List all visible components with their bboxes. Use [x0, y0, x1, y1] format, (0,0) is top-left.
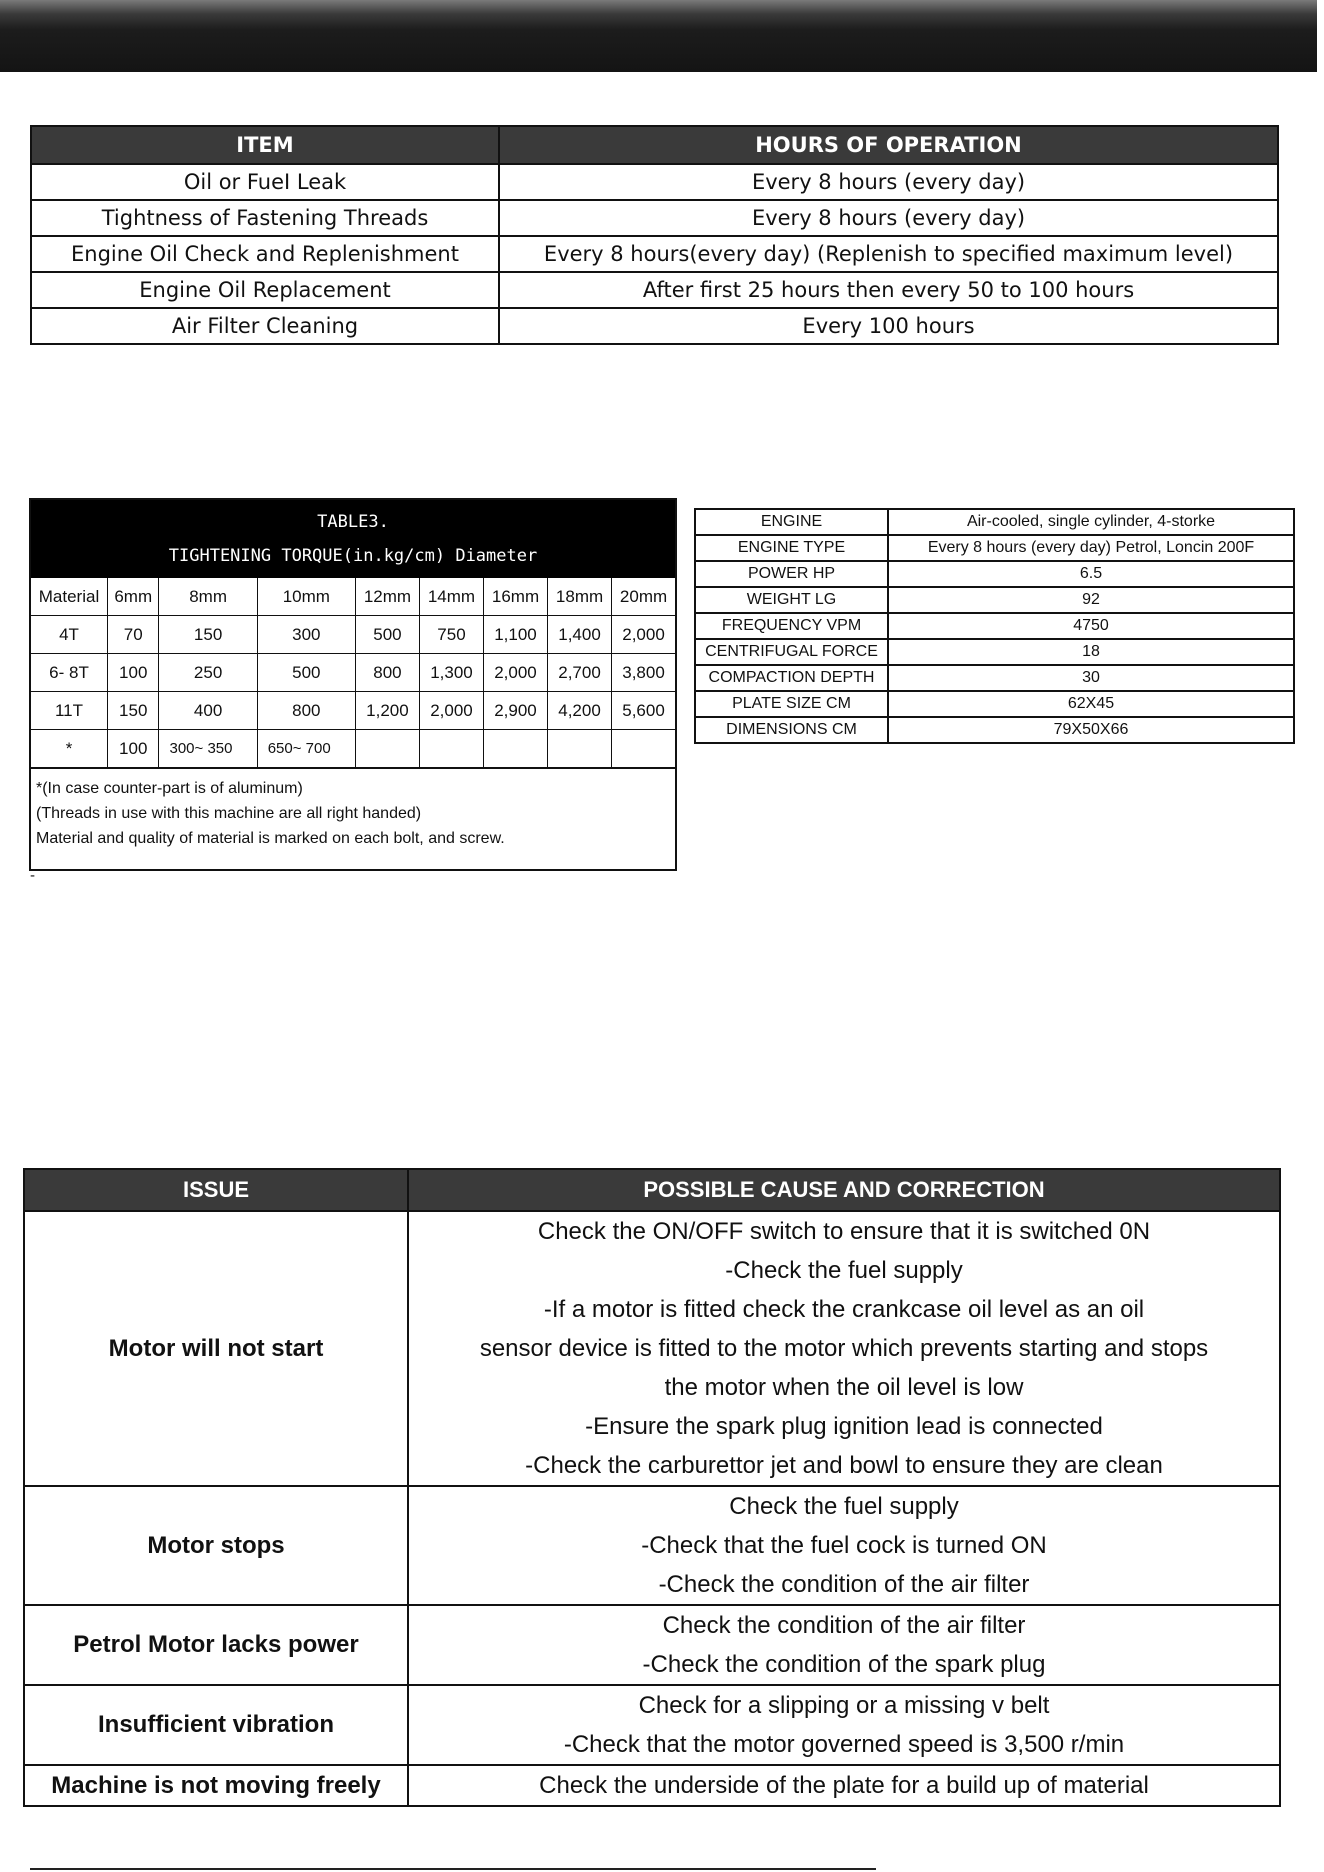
table-row — [24, 1765, 1280, 1806]
maintenance-header-item: ITEM — [31, 126, 499, 164]
table-row — [695, 587, 1294, 613]
correction-line: -If a motor is fitted check the crankcase oil level as an oil — [543, 1296, 1145, 1323]
table-row — [695, 509, 1294, 535]
torque-cell: 100 — [108, 654, 159, 692]
torque-col-header: 10mm — [257, 578, 355, 616]
spec-value: 30 — [888, 665, 1294, 691]
header-bar-edge — [1317, 0, 1324, 72]
torque-table-header — [31, 500, 675, 578]
torque-note: Material and quality of material is marked on each bolt, and screw. — [36, 830, 505, 847]
issue-cell: Motor will not start — [24, 1211, 408, 1486]
correction-cell — [408, 1486, 1280, 1605]
torque-cell: 800 — [257, 692, 355, 730]
spec-value: 18 — [888, 639, 1294, 665]
torque-cell — [355, 730, 419, 768]
torque-note: (Threads in use with this machine are all right handed) — [36, 805, 422, 822]
torque-table-subtitle: TIGHTENING TORQUE(in.kg/cm) Diameter — [168, 546, 538, 566]
maintenance-item: Tightness of Fastening Threads — [31, 200, 499, 236]
correction-line: -Check the condition of the air filter — [658, 1571, 1030, 1598]
torque-cell: 1,300 — [419, 654, 483, 692]
maintenance-header-hours: HOURS OF OPERATION — [499, 126, 1278, 164]
maintenance-hours: Every 100 hours — [499, 308, 1278, 344]
torque-table — [31, 578, 675, 768]
correction-line: Check the ON/OFF switch to ensure that it is switched 0N — [537, 1218, 1151, 1245]
spec-value: Air-cooled, single cylinder, 4-storke — [888, 509, 1294, 535]
torque-cell: 2,000 — [483, 654, 547, 692]
table-row — [31, 272, 1278, 308]
table-row — [695, 535, 1294, 561]
spec-key: POWER HP — [695, 561, 888, 587]
spec-key: PLATE SIZE CM — [695, 691, 888, 717]
torque-cell: 3,800 — [612, 654, 675, 692]
spec-key: WEIGHT LG — [695, 587, 888, 613]
torque-cell: 650~ 700 — [257, 730, 355, 768]
correction-line: Check the fuel supply — [729, 1493, 959, 1520]
issue-cell: Motor stops — [24, 1486, 408, 1605]
correction-cell — [408, 1685, 1280, 1765]
table-row — [695, 717, 1294, 743]
table-row — [695, 639, 1294, 665]
torque-cell: 500 — [257, 654, 355, 692]
torque-cell: 750 — [419, 616, 483, 654]
torque-cell: 100 — [108, 730, 159, 768]
torque-table-panel — [29, 498, 677, 871]
torque-cell — [419, 730, 483, 768]
torque-cell: 300 — [257, 616, 355, 654]
torque-cell: 500 — [355, 616, 419, 654]
troubleshooting-table — [23, 1168, 1281, 1807]
spec-key: COMPACTION DEPTH — [695, 665, 888, 691]
table-row — [695, 665, 1294, 691]
torque-cell: 4,200 — [548, 692, 612, 730]
maintenance-hours: Every 8 hours(every day) (Replenish to specified maximum level) — [499, 236, 1278, 272]
torque-col-header: 18mm — [548, 578, 612, 616]
table-row — [31, 308, 1278, 344]
table-row — [24, 1605, 1280, 1685]
spec-key: ENGINE — [695, 509, 888, 535]
maintenance-item: Engine Oil Replacement — [31, 272, 499, 308]
torque-cell: 6- 8T — [31, 654, 108, 692]
correction-line: -Ensure the spark plug ignition lead is connected — [585, 1413, 1103, 1440]
correction-line: -Check that the motor governed speed is 3,500 r/min — [563, 1731, 1125, 1758]
correction-line: the motor when the oil level is low — [664, 1374, 1024, 1401]
torque-cell: * — [31, 730, 108, 768]
correction-line: -Check that the fuel cock is turned ON — [641, 1532, 1047, 1559]
maintenance-table — [30, 125, 1279, 345]
torque-cell: 300~ 350 — [159, 730, 257, 768]
correction-line: sensor device is fitted to the motor which prevents starting and stops — [479, 1335, 1209, 1362]
issue-cell: Petrol Motor lacks power — [24, 1605, 408, 1685]
torque-table-title: TABLE3. — [317, 512, 389, 532]
table-row — [31, 200, 1278, 236]
correction-line: -Check the condition of the spark plug — [642, 1651, 1046, 1678]
torque-col-header: 8mm — [159, 578, 257, 616]
torque-col-header: 16mm — [483, 578, 547, 616]
torque-cell — [548, 730, 612, 768]
torque-cell: 1,200 — [355, 692, 419, 730]
stray-mark: - — [30, 868, 36, 884]
spec-value: Every 8 hours (every day) Petrol, Loncin 200F — [888, 535, 1294, 561]
torque-col-header: 20mm — [612, 578, 675, 616]
table-row — [695, 613, 1294, 639]
maintenance-header-row — [31, 126, 1278, 164]
table-row — [31, 730, 675, 768]
torque-cell: 5,600 — [612, 692, 675, 730]
torque-cell: 2,700 — [548, 654, 612, 692]
torque-note: *(In case counter-part is of aluminum) — [36, 780, 303, 797]
torque-col-header: 6mm — [108, 578, 159, 616]
header-bar — [0, 0, 1324, 72]
correction-line: -Check the fuel supply — [725, 1257, 963, 1284]
torque-cell: 150 — [159, 616, 257, 654]
torque-cell — [612, 730, 675, 768]
table-row — [24, 1211, 1280, 1486]
torque-cell: 2,900 — [483, 692, 547, 730]
correction-line: Check the underside of the plate for a build up of material — [539, 1772, 1149, 1799]
correction-line: -Check the carburettor jet and bowl to ensure they are clean — [525, 1452, 1163, 1479]
table-row — [31, 164, 1278, 200]
spec-key: FREQUENCY VPM — [695, 613, 888, 639]
torque-notes — [31, 768, 675, 851]
torque-cell — [483, 730, 547, 768]
spec-value: 79X50X66 — [888, 717, 1294, 743]
spec-key: CENTRIFUGAL FORCE — [695, 639, 888, 665]
torque-cell: 2,000 — [612, 616, 675, 654]
torque-cell: 70 — [108, 616, 159, 654]
spec-value: 4750 — [888, 613, 1294, 639]
spec-value: 92 — [888, 587, 1294, 613]
issue-cell: Insufficient vibration — [24, 1685, 408, 1765]
torque-header-row — [31, 578, 675, 616]
correction-line: Check the condition of the air filter — [662, 1612, 1026, 1639]
torque-col-header: 12mm — [355, 578, 419, 616]
torque-cell: 250 — [159, 654, 257, 692]
maintenance-hours: Every 8 hours (every day) — [499, 200, 1278, 236]
table-row — [695, 561, 1294, 587]
spec-value: 62X45 — [888, 691, 1294, 717]
maintenance-hours: After first 25 hours then every 50 to 100 hours — [499, 272, 1278, 308]
torque-col-header: Material — [31, 578, 108, 616]
troubleshooting-header-row — [24, 1169, 1280, 1211]
torque-cell: 4T — [31, 616, 108, 654]
correction-line: Check for a slipping or a missing v belt — [638, 1692, 1050, 1719]
torque-cell: 150 — [108, 692, 159, 730]
spec-table — [694, 508, 1295, 744]
spec-key: ENGINE TYPE — [695, 535, 888, 561]
table-row — [31, 236, 1278, 272]
correction-cell — [408, 1211, 1280, 1486]
table-row — [31, 692, 675, 730]
table-row — [24, 1685, 1280, 1765]
footer-rule — [30, 1868, 876, 1870]
torque-cell: 400 — [159, 692, 257, 730]
torque-cell: 1,400 — [548, 616, 612, 654]
table-row — [31, 616, 675, 654]
table-row — [24, 1486, 1280, 1605]
correction-cell — [408, 1765, 1280, 1806]
torque-cell: 2,000 — [419, 692, 483, 730]
torque-cell: 1,100 — [483, 616, 547, 654]
torque-cell: 11T — [31, 692, 108, 730]
torque-col-header: 14mm — [419, 578, 483, 616]
spec-value: 6.5 — [888, 561, 1294, 587]
table-row — [31, 654, 675, 692]
troubleshooting-header-cause: POSSIBLE CAUSE AND CORRECTION — [408, 1169, 1280, 1211]
correction-cell — [408, 1605, 1280, 1685]
issue-cell: Machine is not moving freely — [24, 1765, 408, 1806]
spec-key: DIMENSIONS CM — [695, 717, 888, 743]
table-row — [695, 691, 1294, 717]
maintenance-item: Oil or FueI Leak — [31, 164, 499, 200]
troubleshooting-header-issue: ISSUE — [24, 1169, 408, 1211]
maintenance-hours: Every 8 hours (every day) — [499, 164, 1278, 200]
maintenance-item: Air Filter Cleaning — [31, 308, 499, 344]
torque-cell: 800 — [355, 654, 419, 692]
maintenance-item: Engine Oil Check and Replenishment — [31, 236, 499, 272]
